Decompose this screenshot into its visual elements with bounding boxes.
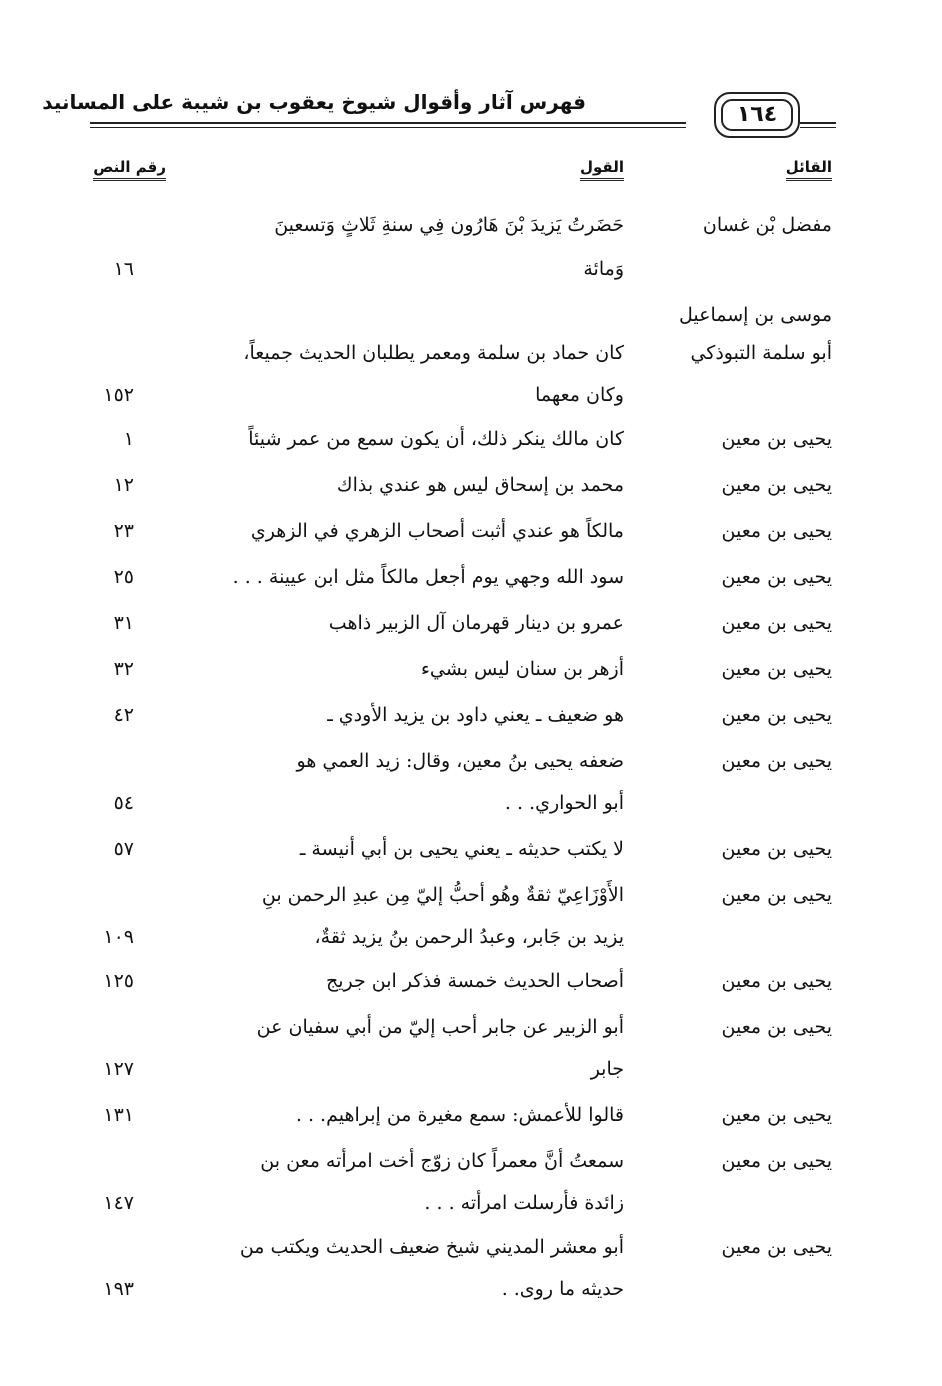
speaker-name: يحيى بن معين	[721, 612, 832, 634]
quote-text: وَمائة	[583, 258, 624, 280]
quote-text: أبو معشر المديني شيخ ضعيف الحديث ويكتب من	[239, 1236, 624, 1258]
quote-text: مالكاً هو عندي أثبت أصحاب الزهري في الزهري	[250, 520, 624, 542]
speaker-name: يحيى بن معين	[721, 428, 832, 450]
speaker-name: أبو سلمة التبوذكي	[690, 342, 832, 364]
speaker-name: مفضل بْن غسان	[702, 214, 832, 236]
text-number: ١٠٩	[103, 926, 134, 948]
text-number: ١٢	[113, 474, 134, 496]
text-number: ١٦	[113, 258, 134, 280]
quote-text: أصحاب الحديث خمسة فذكر ابن جريج	[325, 970, 624, 992]
speaker-name: يحيى بن معين	[721, 1016, 832, 1038]
quote-text: حديثه ما روى. .	[501, 1278, 624, 1300]
quote-text: كان حماد بن سلمة ومعمر يطلبان الحديث جميعاً،	[243, 342, 624, 364]
speaker-name: يحيى بن معين	[721, 566, 832, 588]
text-number: ١٥٢	[103, 384, 134, 406]
speaker-name: يحيى بن معين	[721, 750, 832, 772]
page-number-frame	[714, 92, 800, 138]
quote-text: أبو الحواري. . .	[504, 792, 624, 814]
header-rule	[90, 127, 686, 128]
speaker-name: يحيى بن معين	[721, 1150, 832, 1172]
text-number: ١٢٧	[103, 1058, 134, 1080]
header-rule	[800, 122, 836, 124]
text-number: ١٢٥	[103, 970, 134, 992]
text-number: ٥٤	[113, 792, 134, 814]
text-number: ١	[123, 428, 134, 450]
quote-text: أزهر بن سنان ليس بشيء	[420, 658, 624, 680]
quote-text: زائدة فأرسلت امرأته . . .	[424, 1192, 624, 1214]
speaker-name: يحيى بن معين	[721, 474, 832, 496]
quote-text: جابر	[590, 1058, 624, 1080]
text-number: ١٣١	[103, 1104, 134, 1126]
quote-text: محمد بن إسحاق ليس هو عندي بذاك	[336, 474, 624, 496]
speaker-name: يحيى بن معين	[721, 970, 832, 992]
speaker-name: يحيى بن معين	[721, 1104, 832, 1126]
page-number: ١٦٤	[721, 99, 793, 131]
column-header-quote: القول	[580, 158, 624, 181]
text-number: ٥٧	[113, 838, 134, 860]
quote-text: سمعتُ أنَّ معمراً كان زوّج أخت امرأته معن بن	[260, 1150, 624, 1172]
quote-text: كان مالك ينكر ذلك، أن يكون سمع من عمر شيئاً	[248, 428, 624, 450]
speaker-name: يحيى بن معين	[721, 884, 832, 906]
quote-text: وكان معهما	[535, 384, 624, 406]
quote-text: سود الله وجهي يوم أجعل مالكاً مثل ابن عيينة . . .	[232, 566, 624, 588]
text-number: ٣٢	[113, 658, 134, 680]
quote-text: لا يكتب حديثه ـ يعني يحيى بن أبي أنيسة ـ	[299, 838, 624, 860]
quote-text: يزيد بن جَابر، وعبدُ الرحمن بنُ يزيد ثقةٌ،	[314, 926, 624, 948]
text-number: ١٤٧	[103, 1192, 134, 1214]
speaker-name: يحيى بن معين	[721, 520, 832, 542]
column-header-number: رقم النص	[93, 158, 166, 181]
speaker-name: يحيى بن معين	[721, 704, 832, 726]
header-rule	[800, 127, 836, 128]
header-rule	[90, 122, 686, 124]
column-header-speaker: القائل	[786, 158, 832, 181]
speaker-name: يحيى بن معين	[721, 1236, 832, 1258]
text-number: ٤٢	[113, 704, 134, 726]
running-title: فهرس آثار وأقوال شيوخ يعقوب بن شيبة على المسانيد	[42, 90, 586, 114]
text-number: ١٩٣	[103, 1278, 134, 1300]
speaker-name: يحيى بن معين	[721, 838, 832, 860]
text-number: ٢٣	[113, 520, 134, 542]
quote-text: أبو الزبير عن جابر أحب إليّ من أبي سفيان عن	[256, 1016, 624, 1038]
quote-text: الأَوْزَاعِيّ ثقةٌ وهُو أحبُّ إليّ مِن عبدِ الرحمن بنِ	[261, 884, 624, 906]
quote-text: حَضَرتُ يَزيدَ بْنَ هَارُون فِي سنةِ ثَلاثٍ وَتسعينَ	[274, 214, 624, 236]
text-number: ٣١	[113, 612, 134, 634]
page-header	[42, 86, 836, 146]
quote-text: هو ضعيف ـ يعني داود بن يزيد الأودي ـ	[327, 704, 624, 726]
quote-text: عمرو بن دينار قهرمان آل الزبير ذاهب	[328, 612, 624, 634]
text-number: ٢٥	[113, 566, 134, 588]
speaker-name: يحيى بن معين	[721, 658, 832, 680]
speaker-name: موسى بن إسماعيل	[678, 304, 832, 326]
quote-text: قالوا للأعمش: سمع مغيرة من إبراهيم. . .	[295, 1104, 624, 1126]
quote-text: ضعفه يحيى بنُ معين، وقال: زيد العمي هو	[296, 750, 624, 772]
